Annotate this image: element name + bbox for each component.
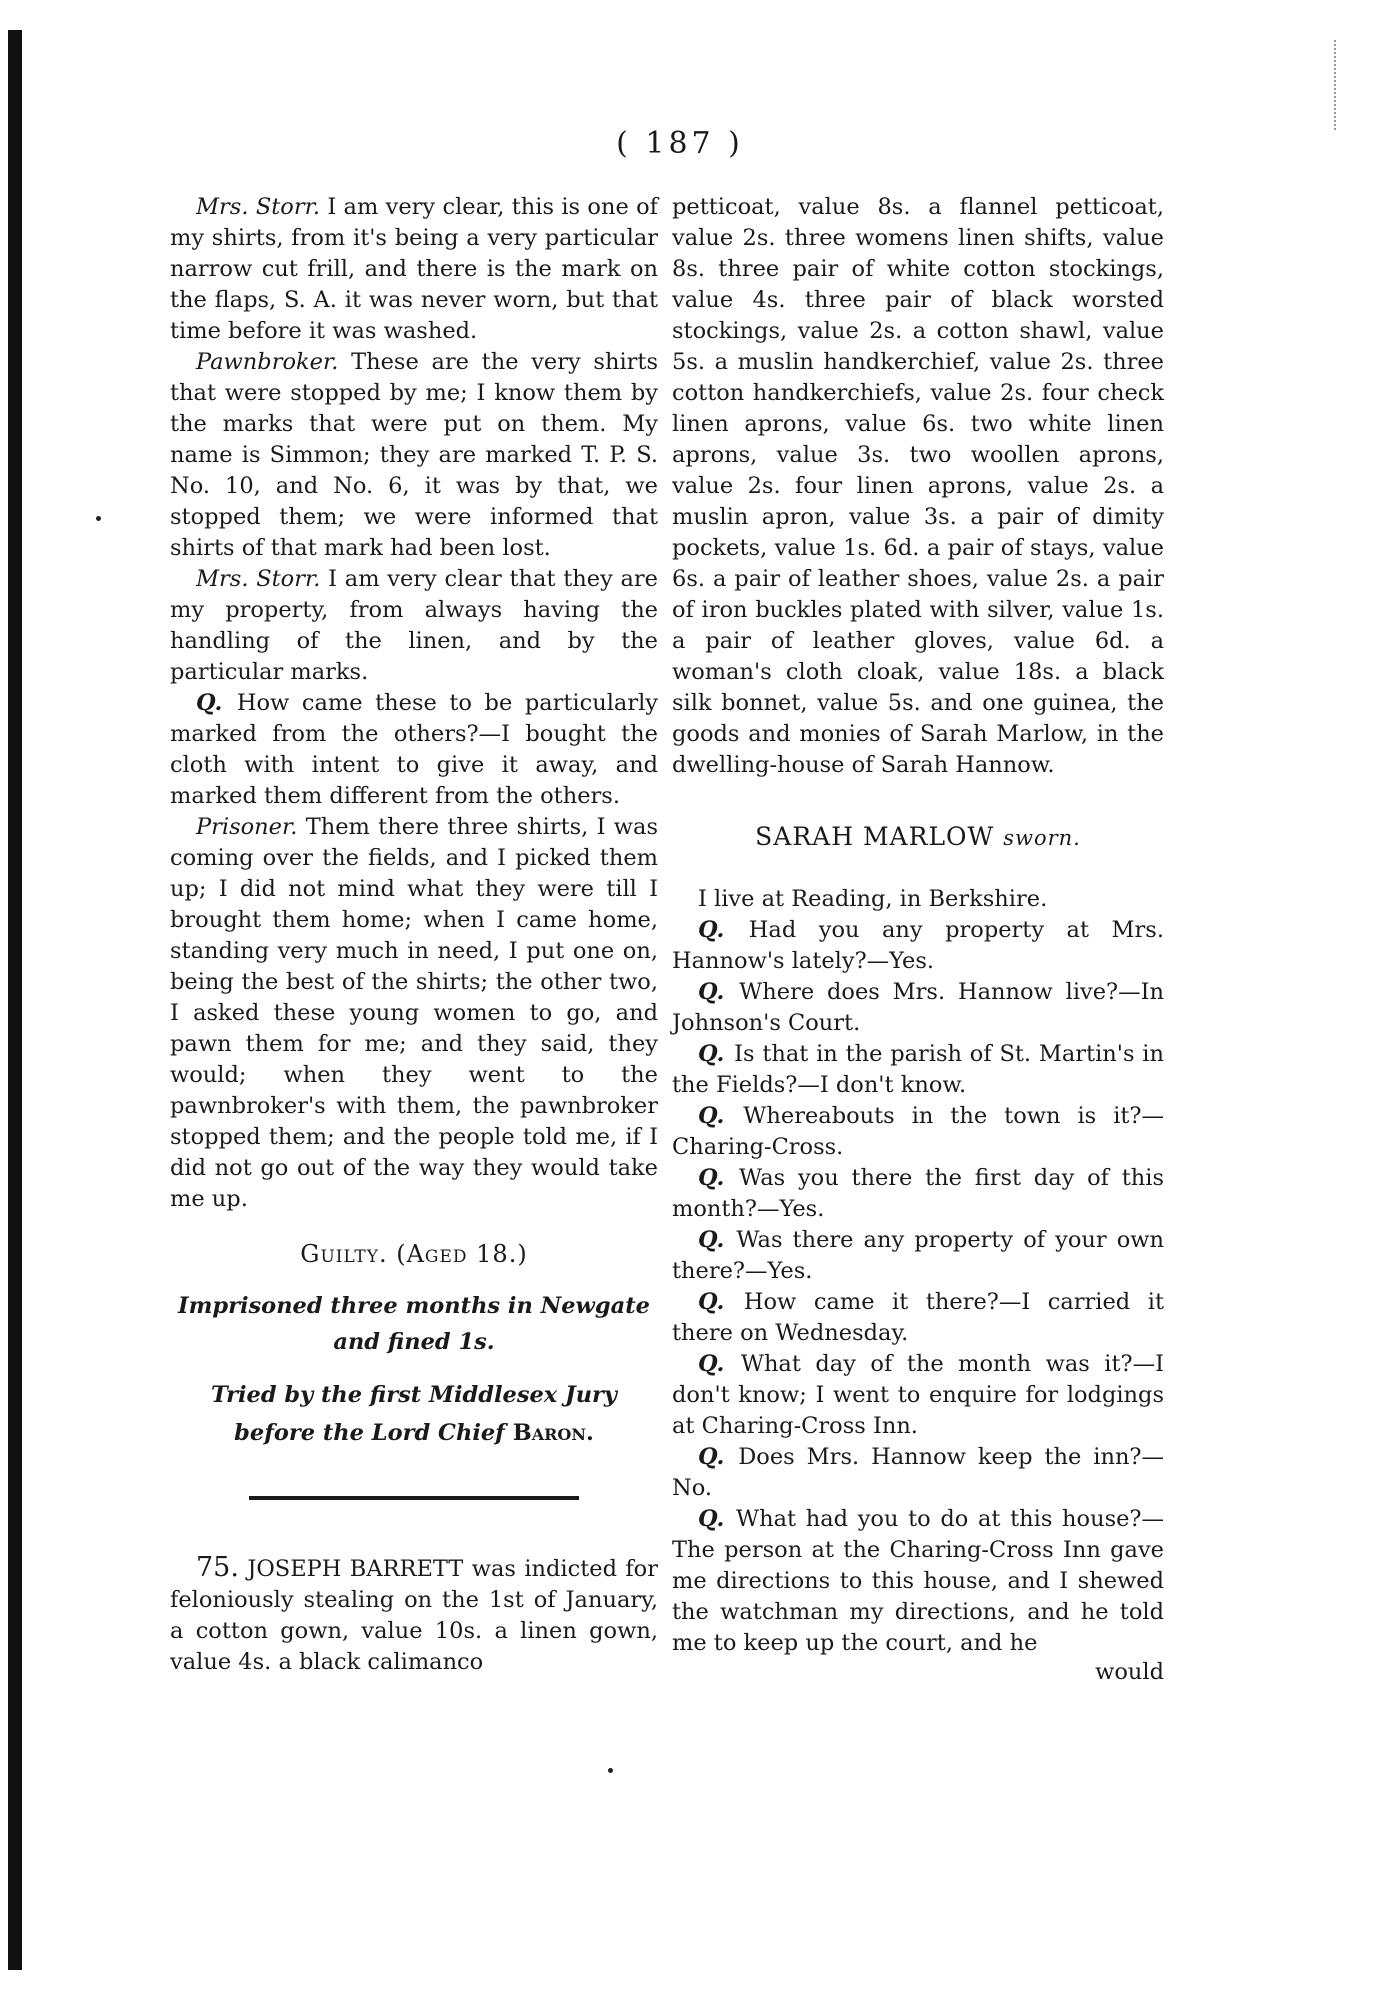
page-number: ( 187 ) xyxy=(616,126,744,161)
question-text: Had you any property at Mrs. Hannow's lately?—Yes. xyxy=(672,917,1164,974)
testimony-paragraph: I live at Reading, in Berkshire. xyxy=(698,886,1048,912)
question-text: Does Mrs. Hannow keep the inn?—No. xyxy=(672,1444,1164,1501)
question-paragraph xyxy=(672,1101,1164,1163)
question-mark-q: Q. xyxy=(698,1506,725,1532)
testimony-paragraph xyxy=(170,347,658,564)
witness-name: SARAH MARLOW xyxy=(755,822,995,851)
testimony-text: Them there three shirts, I was coming over the fields, and I picked them up; I did not mind what they were till I brought them home; when I came home, standing very much in need, I put one on, being the best of the shirts; the other two, I asked these young women to go, and pawn them for me; and they said, they would; when they went to the pawnbroker's with them, the pawnbroker stopped them; and the people told me, if I did not go out of the way they would take me up. xyxy=(170,814,658,1212)
testimony-text: I am very clear, this is one of my shirts, from it's being a very particular narrow cut frill, and there is the mark on the flaps, S. A. it was never worn, but that time before it was washed. xyxy=(170,194,658,344)
ink-speck xyxy=(96,516,101,521)
question-paragraph xyxy=(672,1287,1164,1349)
question-mark-q: Q. xyxy=(698,1227,725,1253)
question-text: What had you to do at this house?—The person at the Charing-Cross Inn gave me directions to this house, and I shewed the watchman my directions, and he told me to keep up the court, and he xyxy=(672,1506,1164,1656)
witness-heading xyxy=(672,821,1164,854)
question-mark-q: Q. xyxy=(698,1351,725,1377)
speaker-name: Pawnbroker. xyxy=(196,349,339,375)
testimony-paragraph xyxy=(170,564,658,688)
question-paragraph xyxy=(170,688,658,812)
question-paragraph xyxy=(672,1039,1164,1101)
question-mark-q: Q. xyxy=(698,1289,725,1315)
witness-sworn: sworn. xyxy=(1003,826,1081,850)
question-mark-q: Q. xyxy=(698,979,725,1005)
testimony-text: I am very clear that they are my property, from always having the handling of the linen, and by the particular marks. xyxy=(170,566,658,685)
speaker-name: Mrs. Storr. xyxy=(196,194,321,220)
question-paragraph xyxy=(672,1163,1164,1225)
testimony-text: These are the very shirts that were stopped by me; I know them by the marks that were put on them. My name is Simmon; they are marked T. P. S. No. 10, and No. 6, it was by that, we stopped them; we were informed that shirts of that mark had been lost. xyxy=(170,349,658,561)
left-column xyxy=(170,192,658,1678)
case-text: JOSEPH BARRETT was indicted for feloniously stealing on the 1st of January, a cotton gown, value 10s. a linen gown, value 4s. a black calimanco xyxy=(170,1556,658,1675)
case-number: 75. xyxy=(196,1552,239,1583)
speaker-name: Prisoner. xyxy=(196,814,298,840)
ink-speck xyxy=(608,1768,613,1773)
sentence: Imprisoned three months in Newgate and fined 1s. xyxy=(178,1293,650,1355)
right-column xyxy=(672,192,1164,1711)
question-text: Whereabouts in the town is it?—Charing-Cross. xyxy=(672,1103,1164,1160)
testimony-paragraph xyxy=(170,812,658,1215)
question-paragraph xyxy=(672,977,1164,1039)
tried-text: Tried by the first Middlesex Jury before the Lord Chief xyxy=(211,1382,617,1446)
question-mark-q: Q. xyxy=(698,1165,725,1191)
question-mark-q: Q. xyxy=(698,917,725,943)
question-paragraph xyxy=(672,1225,1164,1287)
question-paragraph xyxy=(672,1349,1164,1442)
tried-baron: Baron. xyxy=(512,1420,594,1446)
catchword: would xyxy=(1095,1659,1164,1685)
question-paragraph xyxy=(672,1504,1164,1659)
page-binding-edge xyxy=(8,30,22,1970)
section-divider xyxy=(249,1496,579,1500)
question-text: Where does Mrs. Hannow live?—In Johnson's Court. xyxy=(672,979,1164,1036)
question-text: What day of the month was it?—I don't know; I went to enquire for lodgings at Charing-Cross Inn. xyxy=(672,1351,1164,1439)
question-text: Is that in the parish of St. Martin's in the Fields?—I don't know. xyxy=(672,1041,1164,1098)
question-text: How came these to be particularly marked from the others?—I bought the cloth with intent to give it away, and marked them different from the others. xyxy=(170,690,658,809)
question-text: How came it there?—I carried it there on Wednesday. xyxy=(672,1289,1164,1346)
question-text: Was there any property of your own there?—Yes. xyxy=(672,1227,1164,1284)
case-paragraph xyxy=(170,1552,658,1678)
tried-line xyxy=(170,1376,658,1452)
question-mark-q: Q. xyxy=(698,1444,725,1470)
indictment-continuation: petticoat, value 8s. a flannel petticoat, value 2s. three womens linen shifts, value 8s. three pair of white cotton stockings, value 4s. three pair of black worsted stockings, value 2s. a cotton shawl, value 5s. a muslin handkerchief, value 2s. three cotton handkerchiefs, value 2s. four check linen aprons, value 6s. two white linen aprons, value 3s. two woollen aprons, value 2s. four linen aprons, value 2s. a muslin apron, value 3s. a pair of dimity pockets, value 1s. 6d. a pair of stays, value 6s. a pair of leather shoes, value 2s. a pair of iron buckles plated with silver, value 1s. a pair of leather gloves, value 6d. a woman's cloth cloak, value 18s. a black silk bonnet, value 5s. and one guinea, the goods and monies of Sarah Marlow, in the dwelling-house of Sarah Hannow. xyxy=(672,194,1164,778)
question-mark-q: Q. xyxy=(698,1103,725,1129)
question-paragraph xyxy=(672,915,1164,977)
question-mark-q: Q. xyxy=(698,1041,725,1067)
question-paragraph xyxy=(672,1442,1164,1504)
verdict: Guilty. (Aged 18.) xyxy=(300,1240,528,1268)
question-mark-q: Q. xyxy=(196,690,223,716)
speaker-name: Mrs. Storr. xyxy=(196,566,321,592)
testimony-paragraph xyxy=(170,192,658,347)
question-text: Was you there the first day of this month?—Yes. xyxy=(672,1165,1164,1222)
margin-marks xyxy=(1334,40,1354,130)
qa-list xyxy=(672,915,1164,1659)
